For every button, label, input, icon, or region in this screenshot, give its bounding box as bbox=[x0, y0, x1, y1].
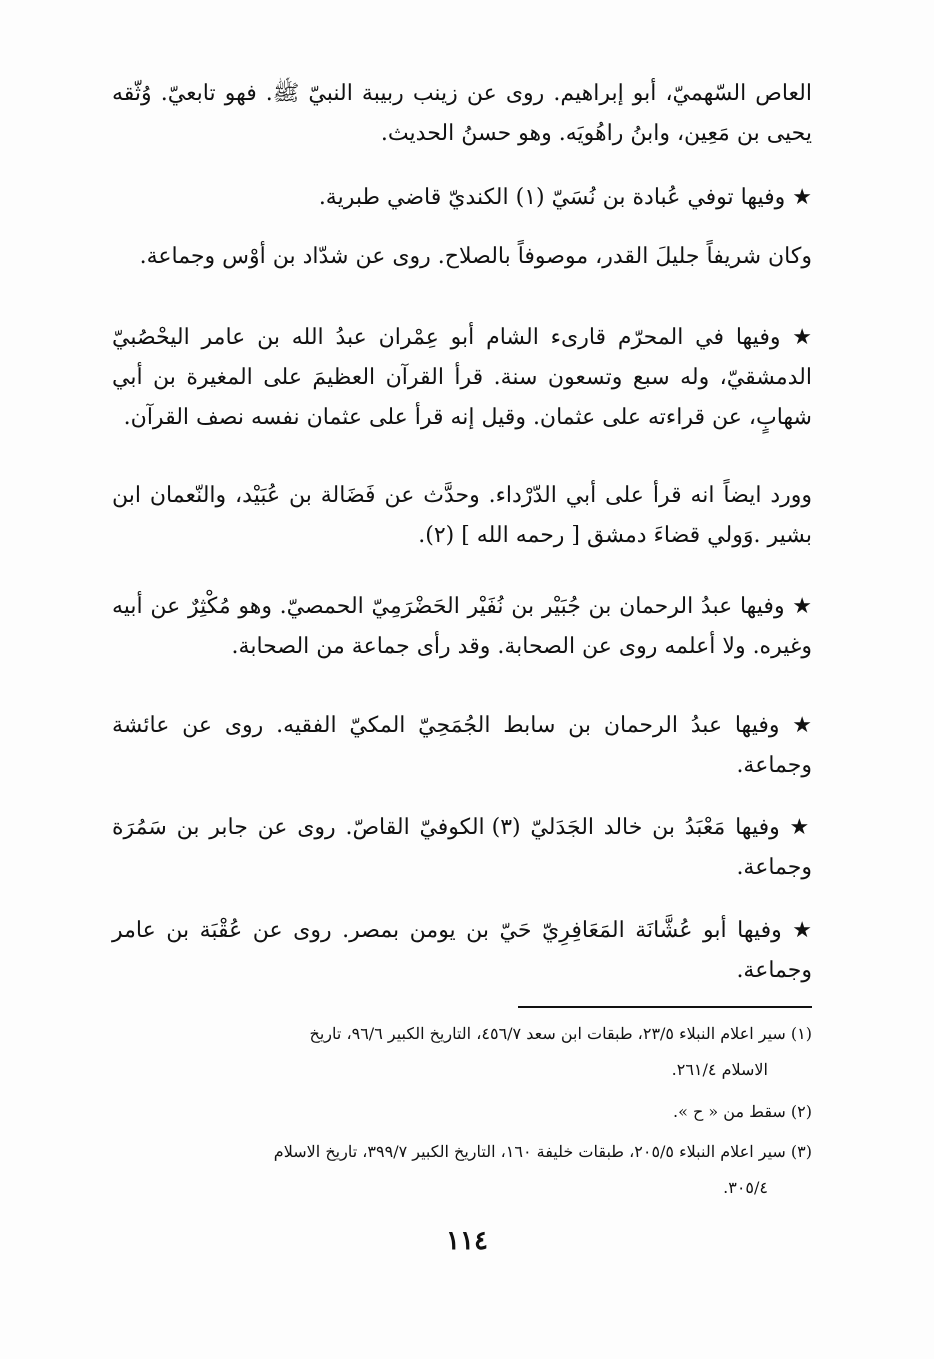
paragraph-9: ★ وفيها أبو عُشَّانَة المَعَافِرِيّ حَيّ بن يومن بمصر. روى عن عُقْبَة بن عامر وجماعة. bbox=[112, 918, 812, 983]
paragraph-8: ★ وفيها مَعْبَدُ بن خالد الجَدَليّ (٣) الكوفيّ القاصّ. روى عن جابر بن سَمُرَة وجماعة. bbox=[112, 815, 812, 880]
footnote-3 bbox=[112, 1134, 812, 1206]
footnote-divider bbox=[518, 1006, 812, 1008]
paragraph-5: وورد ايضاً انه قرأ على أبي الدّرْداء. وحدَّث عن فَضَالة بن عُبَيْد، والنّعمان ابن بشير .وَولي قضاءَ دمشق [ رحمه الله ] (٢). bbox=[112, 483, 812, 548]
footnote-1-continuation: الاسلام ٢٦١/٤. bbox=[671, 1060, 768, 1079]
footnote-1 bbox=[112, 1016, 812, 1088]
page-number: ١١٤ bbox=[446, 1226, 488, 1256]
paragraph-3: وكان شريفاً جليلَ القدر، موصوفاً بالصلاح. روى عن شدّاد بن أوْس وجماعة. bbox=[139, 244, 812, 269]
paragraph-4: ★ وفيها في المحرّم قارىء الشام أبو عِمْران عبدُ الله بن عامر اليحْصُبيّ الدمشقيّ، وله سبع وتسعون سنة. قرأ القرآن العظيمَ على المغيرة بن أبي شهابٍ، عن قراءته على عثمان. وقيل إنه قرأ على عثمان نفسه نصف القرآن. bbox=[112, 325, 812, 430]
paragraph-1: العاص السّهميّ، أبو إبراهيم. روى عن زينب ربيبة النبيّ ﷺ. فهو تابعيّ. وُثّقه يحيى بن مَعِين، وابنُ راهُويَه. وهو حسنُ الحديث. bbox=[112, 81, 812, 146]
footnote-2-text: (٢) سقط من « ح ». bbox=[673, 1102, 812, 1121]
paragraph-7: ★ وفيها عبدُ الرحمان بن سابط الجُمَحِيّ المكيّ الفقيه. روى عن عائشة وجماعة. bbox=[112, 713, 812, 778]
footnote-3-text: (٣) سير اعلام النبلاء ٢٠٥/٥، طبقات خليفة ١٦٠، التاريخ الكبير ٣٩٩/٧، تاريخ الاسلام bbox=[273, 1142, 812, 1161]
paragraph-6: ★ وفيها عبدُ الرحمان بن جُبَيْر بن نُفَيْر الحَضْرَمِيّ الحمصيّ. وهو مُكْثِرٌ عن أبيه وغيره. ولا أعلمه روى عن الصحابة. وقد رأى جماعة من الصحابة. bbox=[112, 594, 812, 659]
footnote-3-continuation: ٣٠٥/٤. bbox=[723, 1178, 768, 1197]
footnote-1-text: (١) سير اعلام النبلاء ٢٣/٥، طبقات ابن سعد ٤٥٦/٧، التاريخ الكبير ٩٦/٦، تاريخ bbox=[309, 1024, 812, 1043]
paragraph-2: ★ وفيها توفي عُبادة بن نُسَيّ (١) الكنديّ قاضي طبرية. bbox=[318, 185, 812, 210]
footnote-2 bbox=[112, 1094, 812, 1130]
